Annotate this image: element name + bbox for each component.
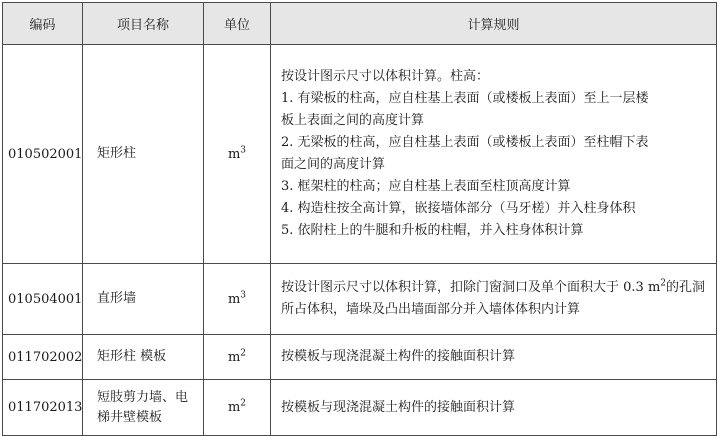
item-code: 010502001 bbox=[3, 45, 83, 264]
rule-unit-exponent: 2 bbox=[660, 278, 667, 289]
unit-base: m bbox=[227, 291, 241, 307]
item-code: 011702002 bbox=[3, 335, 83, 380]
calc-rule: 按模板与现浇混凝土构件的接触面积计算 bbox=[271, 380, 717, 436]
rule-line: 按设计图示尺寸以体积计算。柱高： bbox=[281, 69, 490, 84]
unit-exponent: 2 bbox=[240, 348, 247, 359]
table-row bbox=[3, 380, 717, 436]
rule-text-suffix: 的孔洞所占体积，墙垛及凸出墙面部分并入墙体体积内计算 bbox=[281, 280, 706, 317]
rule-line: 2. 无梁板的柱高，应自柱基上表面（或楼板上表面）至柱帽下表 bbox=[281, 135, 649, 150]
unit-base: m bbox=[227, 349, 241, 365]
header-code: 编码 bbox=[3, 3, 83, 45]
calc-rule: 按模板与现浇混凝土构件的接触面积计算 bbox=[271, 335, 717, 380]
unit-base: m bbox=[227, 146, 241, 162]
calc-rule bbox=[271, 264, 717, 335]
unit-base: m bbox=[227, 400, 241, 415]
rule-line: 1. 有梁板的柱高，应自柱基上表面（或楼板上表面）至上一层楼 bbox=[281, 91, 649, 106]
item-unit bbox=[204, 335, 271, 380]
rule-line: 4. 构造柱按全高计算，嵌接墙体部分（马牙槎）并入柱身体积 bbox=[281, 201, 636, 216]
rule-text-prefix: 按设计图示尺寸以体积计算，扣除门窗洞口及单个面积大于 0.3 m bbox=[281, 280, 661, 295]
header-unit: 单位 bbox=[204, 3, 271, 45]
table-row bbox=[3, 335, 717, 380]
table-body bbox=[3, 45, 717, 436]
header-name: 项目名称 bbox=[83, 3, 204, 45]
rule-line: 面之间的高度计算 bbox=[281, 157, 386, 172]
header-rule: 计算规则 bbox=[271, 3, 717, 45]
unit-exponent: 2 bbox=[240, 398, 247, 409]
calculation-rules-table bbox=[2, 2, 717, 436]
table-row bbox=[3, 45, 717, 264]
item-unit bbox=[204, 264, 271, 335]
item-unit bbox=[204, 380, 271, 436]
rule-line: 5. 依附柱上的牛腿和升板的柱帽，并入柱身体积计算 bbox=[281, 223, 584, 238]
table-header bbox=[3, 3, 717, 45]
unit-exponent: 3 bbox=[240, 290, 247, 301]
calc-rule bbox=[271, 45, 717, 264]
item-name: 矩形柱 bbox=[83, 45, 204, 264]
item-code: 011702013 bbox=[3, 380, 83, 436]
item-name: 直形墙 bbox=[83, 264, 204, 335]
item-name: 矩形柱 模板 bbox=[83, 335, 204, 380]
item-code: 010504001 bbox=[3, 264, 83, 335]
unit-exponent: 3 bbox=[240, 145, 247, 156]
table-row bbox=[3, 264, 717, 335]
rule-line: 板上表面之间的高度计算 bbox=[281, 113, 425, 128]
item-name: 短肢剪力墙、电梯井壁模板 bbox=[83, 380, 204, 436]
item-unit bbox=[204, 45, 271, 264]
header-row bbox=[3, 3, 717, 45]
rule-line: 3. 框架柱的柱高；应自柱基上表面至柱顶高度计算 bbox=[281, 179, 571, 194]
